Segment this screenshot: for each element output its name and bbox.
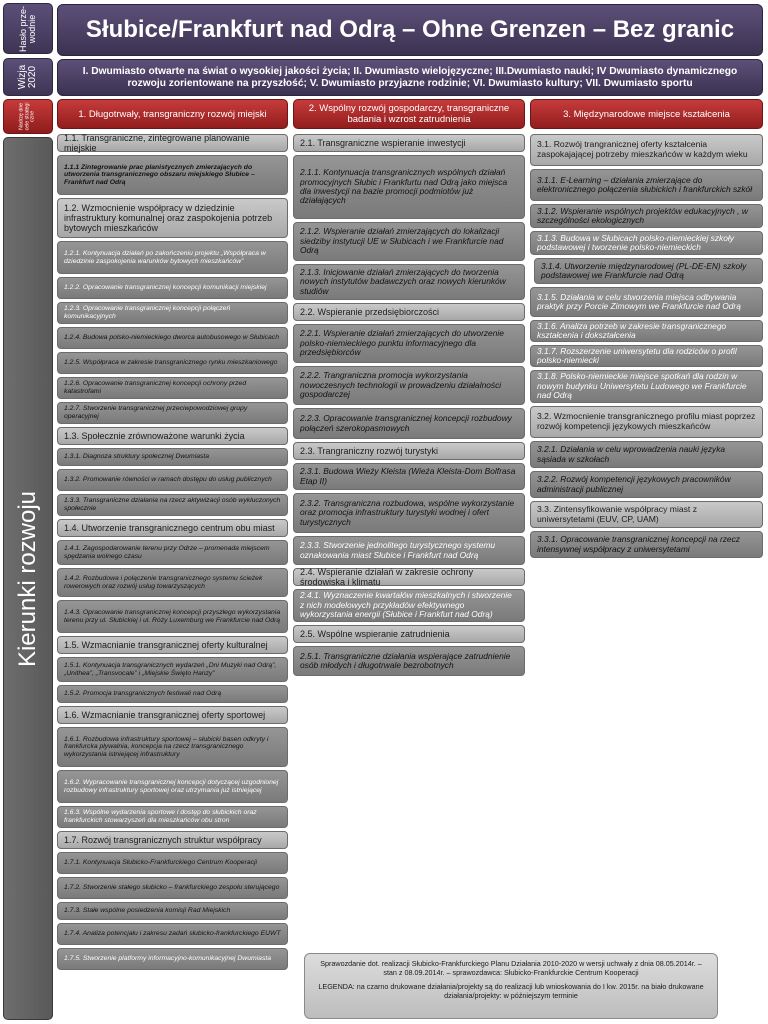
- action-box: 3.1.7. Rozszerzenie uniwersytetu dla rodziców o profil polsko-niemiecki: [530, 345, 763, 367]
- development-directions-label-box: [3, 137, 53, 1020]
- report-note: [304, 953, 718, 1019]
- action-box: 2.2.1. Wspieranie działań zmierzających do utworzenie polsko-niemieckiego punktu informacyjnego dla przedsiębiorców: [293, 324, 525, 363]
- action-box: 3.1.6. Analiza potrzeb w zakresie transgranicznego kształcenia i dokształcenia: [530, 320, 763, 342]
- vision-label: Wizja 2020: [17, 64, 38, 90]
- action-box: 1.7.1. Kontynuacja Słubicko-Frankfurckiego Centrum Kooperacji: [57, 852, 288, 874]
- action-box: 2.3.1. Budowa Wieży Kleista (Wieża Kleista-Dom Bolfrasa Etap II): [293, 463, 525, 490]
- action-box: 1.3.2. Promowanie równości w ramach dostępu do usług publicznych: [57, 469, 288, 491]
- action-box: 1.2.6. Opracowanie transgranicznej koncepcji ochrony przed katastrofami: [57, 377, 288, 399]
- action-box: 1.7.2. Stworzenie stałego słubicko – frankfurckiego zespołu sterującego: [57, 877, 288, 899]
- goal-box: 1.7. Rozwój transgranicznych struktur współpracy: [57, 831, 288, 849]
- action-box: 2.4.1. Wyznaczenie kwartałów mieszkalnych i stworzenie z nich modelowych przykładów efektywnego wykorzystania energii (Słubice i Frankfurt nad Odrą): [293, 589, 525, 622]
- action-box: 3.1.5. Działania w celu stworzenia miejsca odbywania praktyk przy Porcie Zimowym we Frankfurcie nad Odrą: [530, 287, 763, 317]
- action-box: 1.6.3. Wspólne wydarzenia sportowe i dostęp do słubickich oraz frankfurckich stowarzyszeń dla mieszkańców obu stron: [57, 806, 288, 828]
- column-heading-2: 2. Wspólny rozwój gospodarczy, transgraniczne badania i wzrost zatrudnienia: [293, 99, 525, 129]
- vision-label-box: [3, 58, 53, 96]
- action-box: 2.2.2. Trangraniczna promocja wykorzystania nowoczesnych technologii w prowadzeniu działalności gospodarczej: [293, 366, 525, 405]
- action-box: 2.1.2. Wspieranie działań zmierzających do lokalizacji siedziby instytucji UE w Słubicach i we Frankfurcie nad Odrą: [293, 222, 525, 261]
- action-box: 1.2.4. Budowa polsko-niemieckiego dworca autobusowego w Słubicach: [57, 327, 288, 349]
- report-description: Sprawozdanie dot. realizacji Słubicko-Frankfurckiego Planu Działania 2010-2020 w wersji uchwały z dnia 08.05.2014r. – stan z 08.09.2014r. – sprawozdawca: Słubicko-Frankfurckie Centrum Kooperacji: [320, 959, 702, 977]
- action-box: 3.3.1. Opracowanie transgranicznej koncepcji na rzecz intensywnej współpracy z uniwersytetami: [530, 531, 763, 558]
- action-box: 3.1.8. Polsko-niemieckie miejsce spotkań dla rodzin w nowym budynku Uniwersytetu Ludowego we Frankfurcie nad Odrą: [530, 370, 763, 403]
- action-box: 3.1.3. Budowa w Słubicach polsko-niemieckiej szkoły podstawowej i tworzenie polsko-niemieckich: [530, 231, 763, 255]
- action-box: 1.3.3. Transgraniczne działania na rzecz aktywizacji osób wykluczonych społecznie: [57, 494, 288, 516]
- goal-box: 3.3. Zintensyfikowanie współpracy miast z uniwersytetami (EUV, CP, UAM): [530, 501, 763, 528]
- action-box: 1.4.1. Zagospodarowanie terenu przy Odrze – promenada miejscem spędzania wolnego czasu: [57, 540, 288, 565]
- guiding-motto-label-box: [3, 3, 53, 54]
- goal-box: 2.1. Transgraniczne wspieranie inwestycji: [293, 134, 525, 152]
- action-box: 1.3.1. Diagnoza struktury społecznej Dwumiasta: [57, 448, 288, 466]
- goal-box: 2.2. Wspieranie przedsiębiorczości: [293, 303, 525, 321]
- action-box: 1.4.2. Rozbudowa i połączenie transgranicznego systemu ścieżek rowerowych oraz rozwój usług towarzyszących: [57, 568, 288, 597]
- goal-box: 1.3. Społecznie zrównoważone warunki życia: [57, 427, 288, 445]
- action-box: 1.5.1. Kontynuacja transgranicznych wydarzeń „Dni Muzyki nad Odrą”, „Unithea”, „Transvocale” i „Miejskie Święto Hanzy”: [57, 657, 288, 682]
- column-3-items: [530, 134, 763, 561]
- action-box: 2.5.1. Transgraniczne działania wspierające zatrudnienie osób młodych i długotrwale bezrobotnych: [293, 646, 525, 676]
- column-heading-3: 3. Międzynarodowe miejsce kształcenia: [530, 99, 763, 129]
- goal-box: 1.1. Transgraniczne, zintegrowane planowanie miejskie: [57, 134, 288, 152]
- strategic-goals-label-box: [3, 99, 53, 134]
- goal-box: 3.2. Wzmocnienie transgranicznego profilu miast poprzez rozwój kompetencji językowych mieszkańców: [530, 406, 763, 438]
- goal-box: 3.1. Rozwój trangranicznej oferty kształcenia zaspokajającej potrzeby mieszkańców w każdym wieku: [530, 134, 763, 166]
- page-title: Słubice/Frankfurt nad Odrą – Ohne Grenzen – Bez granic: [57, 4, 763, 56]
- action-box: 3.2.2. Rozwój kompetencji językowych pracowników administracji publicznej: [530, 471, 763, 498]
- action-box: 1.2.3. Opracowanie transgranicznej koncepcji połączeń komunikacyjnych: [57, 302, 288, 324]
- action-box: 2.1.3. Inicjowanie działań zmierzających do tworzenia nowych instytutów badawczych oraz nowych kierunków studiów: [293, 264, 525, 300]
- action-box: 1.2.1. Kontynuacja działań po zakończeniu projektu „Współpraca w dziedzinie zaspokojenia warunków bytowych mieszkańców”: [57, 241, 288, 274]
- goal-box: 1.5. Wzmacnianie transgranicznej oferty kulturalnej: [57, 636, 288, 654]
- action-box: 3.1.1. E-Learning – działania zmierzające do elektronicznego połączenia słubickich i frankfurckich szkół: [530, 169, 763, 201]
- action-box: 1.7.3. Stałe wspólne posiedzenia komisji Rad Miejskich: [57, 902, 288, 920]
- guiding-motto-label: Hasło prze-wodnie: [18, 5, 37, 52]
- action-box: 3.2.1. Działania w celu wprowadzenia nauki języka sąsiada w szkołach: [530, 441, 763, 468]
- action-box: 3.1.4. Utworzenie międzynarodowej (PL-DE-EN) szkoły podstawowej we Frankfurcie nad Odrą: [534, 258, 763, 284]
- action-box: 1.5.2. Promocja transgranicznych festiwali nad Odrą: [57, 685, 288, 703]
- goal-box: 2.5. Wspólne wspieranie zatrudnienia: [293, 625, 525, 643]
- goal-box: 2.3. Trangraniczny rozwój turystyki: [293, 442, 525, 460]
- action-box: 1.2.7. Stworzenie transgranicznej przeciwpowodziowej grupy operacyjnej: [57, 402, 288, 424]
- column-2-items: [293, 134, 525, 679]
- action-box: 1.6.1. Rozbudowa infrastruktury sportowej – słubicki basen odkryty i frankfurcka pływalnia, koncepcja na rzecz transgranicznego wykorzystania istniejącej infrastruktury: [57, 727, 288, 767]
- action-box: 2.3.2. Transgraniczna rozbudowa, wspólne wykorzystanie oraz promocja infrastruktury turystyki wodnej i ofert turystycznych: [293, 493, 525, 533]
- legend-note: LEGENDA: na czarno drukowane działania/projekty są do realizacji lub wnioskowania do I kw. 2015r. na biało drukowane działania/projekty: w późniejszym terminie: [318, 982, 704, 1000]
- development-directions-label: Kierunki rozwoju: [14, 490, 42, 667]
- action-box: 1.2.2. Opracowanie transgranicznej koncepcji komunikacji miejskiej: [57, 277, 288, 299]
- goal-box: 2.4. Wspieranie działań w zakresie ochrony środowiska i klimatu: [293, 568, 525, 586]
- action-box: 1.1.1 Zintegrowanie prac planistycznych zmierzających do utworzenia transgranicznego obszaru miejskiego Słubice – Frankfurt nad Odrą: [57, 155, 288, 195]
- strategic-goals-label: Nadrzę dne cele strategi czne: [18, 102, 36, 131]
- action-box: 1.7.4. Analiza potencjału i zakresu zadań słubicko-frankfurckiego EUWT: [57, 923, 288, 945]
- action-box: 3.1.2. Wspieranie wspólnych projektów edukacyjnych , w szczególności ekologicznych: [530, 204, 763, 228]
- goal-box: 1.4. Utworzenie transgranicznego centrum obu miast: [57, 519, 288, 537]
- action-box: 1.4.3. Opracowanie transgranicznej koncepcji przyszłego wykorzystania terenu przy ul. Słubickiej i ul. Róży Luxemburg we Frankfurcie nad Odrą: [57, 600, 288, 633]
- action-box: 2.1.1. Kontynuacja transgranicznych wspólnych działań promocyjnych Słubic i Frankfurtu nad Odrą jako miejsca dla inwestycji na bazie promocji podmiotów już działających: [293, 155, 525, 219]
- column-1-items: [57, 134, 288, 973]
- action-box: 1.2.5. Współpraca w zakresie transgranicznego rynku mieszkaniowego: [57, 352, 288, 374]
- vision-statement: I. Dwumiasto otwarte na świat o wysokiej jakości życia; II. Dwumiasto wielojęzyczne; III.Dwumiasto nauki; IV Dwumiasto dynamicznego rozwoju zorientowane na przyszłość; V. Dwumiasto przyjazne rodzinie; VI. Dwumiasto kultury; VII. Dwumiasto sportu: [57, 59, 763, 96]
- action-box: 1.6.2. Wypracowanie transgranicznej koncepcji dotyczącej uzgodnionej rozbudowy infrastruktury sportowej oraz utrzymania już istniejącej: [57, 770, 288, 803]
- goal-box: 1.6. Wzmacnianie transgranicznej oferty sportowej: [57, 706, 288, 724]
- action-box: 1.7.5. Stworzenie platformy informacyjno-komunikacyjnej Dwumiasta: [57, 948, 288, 970]
- action-box: 2.2.3. Opracowanie transgranicznej koncepcji rozbudowy połączeń szerokopasmowych: [293, 408, 525, 439]
- goal-box: 1.2. Wzmocnienie współpracy w dziedzinie infrastruktury komunalnej oraz zaspokojenia potrzeb bytowych mieszkańców: [57, 198, 288, 238]
- column-heading-1: 1. Długotrwały, transgraniczny rozwój miejski: [57, 99, 288, 129]
- action-box: 2.3.3. Stworzenie jednolitego turystycznego systemu oznakowania miast Słubice i Frankfurt nad Odrą: [293, 536, 525, 565]
